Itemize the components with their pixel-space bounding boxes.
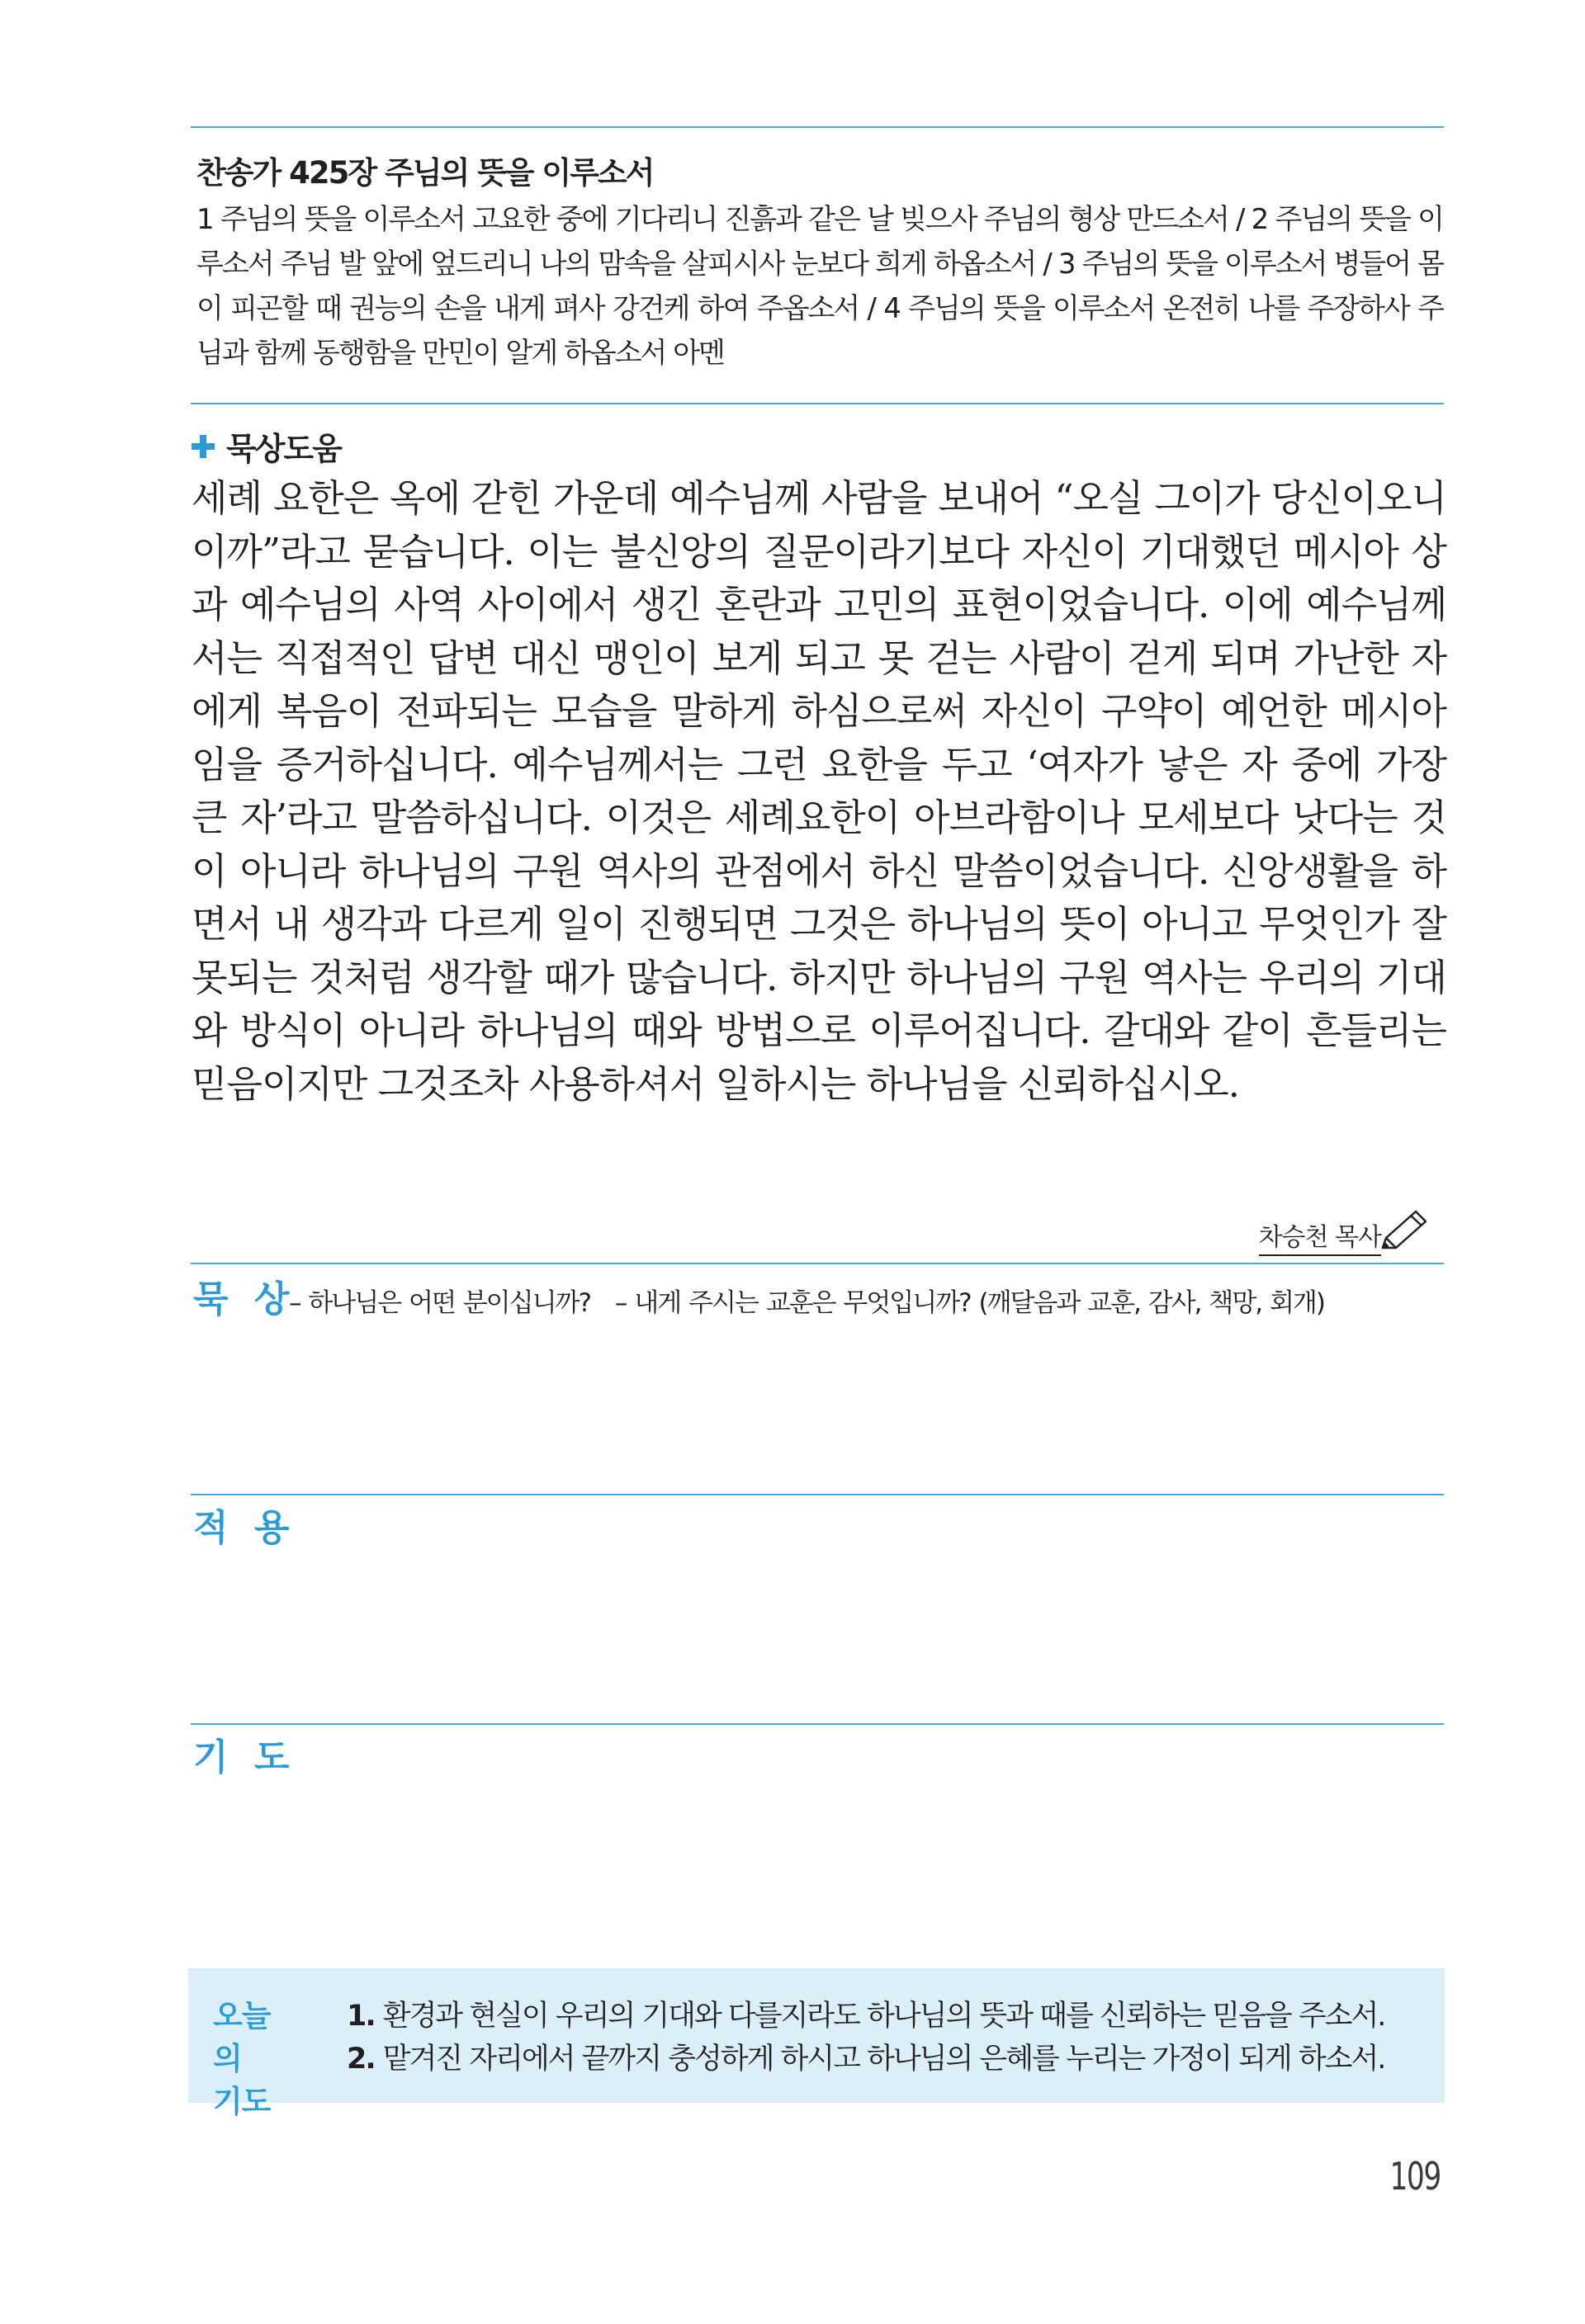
meditation-help-body: 세례 요한은 옥에 갇힌 가운데 예수님께 사람을 보내어 “오실 그이가 당신이오니이까”라고 묻습니다. 이는 불신앙의 질문이라기보다 자신이 기대했던 메시아 상과 예수님의 사역 사이에서 생긴 혼란과 고민의 표현이었습니다. 이에 예수님께서는 직접적인 답변 대신 맹인이 보게 되고 못 걷는 사람이 걷게 되며 가난한 자에게 복음이 전파되는 모습을 말하게 하심으로써 자신이 구약이 예언한 메시아임을 증거하십니다. 예수님께서는 그런 요한을 두고 ‘여자가 낳은 자 중에 가장 큰 자’라고 말씀하십니다. 이것은 세례요한이 아브라함이나 모세보다 낫다는 것이 아니라 하나님의 구원 역사의 관점에서 하신 말씀이었습니다. 신앙생활을 하면서 내 생각과 다르게 일이 진행되면 그것은 하나님의 뜻이 아니고 무엇인가 잘못되는 것처럼 생각할 때가 많습니다. 하지만 하나님의 구원 역사는 우리의 기대와 방식이 아니라 하나님의 때와 방법으로 이루어집니다. 갈대와 같이 흔들리는 믿음이지만 그것조차 사용하셔서 일하시는 하나님을 신뢰하십시오. [192,476,1446,1106]
page-number: 109 [1389,2154,1441,2199]
application-label: 적 용 [193,1507,296,1549]
prayer-item-number: 2. [347,2043,375,2076]
meditation-help-title: 묵상도움 [226,431,341,467]
today-prayer-label-line1: 오늘의 [213,1998,271,2076]
prayer-divider [191,1723,1444,1725]
hymn-title: 찬송가 425장 주님의 뜻을 이루소서 [196,155,654,191]
prayer-item-number: 1. [347,2000,375,2033]
prayer-label: 기 도 [193,1736,296,1778]
hymn-section [196,151,1443,376]
meditation-questions [289,1282,1349,1319]
top-divider [191,126,1444,128]
today-prayer-label-line2: 기도 [213,2084,271,2119]
prayer-item-text: 환경과 현실이 우리의 기대와 다를지라도 하나님의 뜻과 때를 신뢰하는 믿음을 주소서. [382,2000,1385,2033]
pencil-icon [1374,1207,1432,1256]
today-prayer-box [188,1968,1445,2119]
today-prayer-label [213,1995,296,2123]
meditation-help-header [192,423,341,469]
today-prayer-item [347,1995,1384,2038]
author-name: 차승천 목사 [1259,1216,1381,1256]
plus-icon [192,435,215,458]
meditation-label: 묵 상 [193,1278,296,1320]
today-prayer-item [347,2038,1384,2081]
hymn-divider [191,403,1444,404]
prayer-item-text: 맡겨진 자리에서 끝까지 충성하게 하시고 하나님의 은혜를 누리는 가정이 되게 하소서. [382,2043,1385,2076]
meditation-divider [191,1263,1444,1264]
today-prayer-list [347,1995,1384,2081]
meditation-question-2: – 내게 주시는 교훈은 무엇입니까? (깨달음과 교훈, 감사, 책망, 회개) [614,1288,1324,1318]
hymn-lyrics: 1 주님의 뜻을 이루소서 고요한 중에 기다리니 진흙과 같은 날 빚으사 주님의 형상 만드소서 / 2 주님의 뜻을 이루소서 주님 발 앞에 엎드리니 나의 맘속을 살피시사 눈보다 희게 하옵소서 / 3 주님의 뜻을 이루소서 병들어 몸이 피곤할 때 권능의 손을 내게 펴사 강건케 하여 주옵소서 / 4 주님의 뜻을 이루소서 온전히 나를 주장하사 주님과 함께 동행함을 만민이 알게 하옵소서 아멘 [196,203,1443,370]
meditation-question-1: – 하나님은 어떤 분이십니까? [289,1288,590,1318]
application-divider [191,1494,1444,1495]
author-signature [1259,1207,1432,1256]
